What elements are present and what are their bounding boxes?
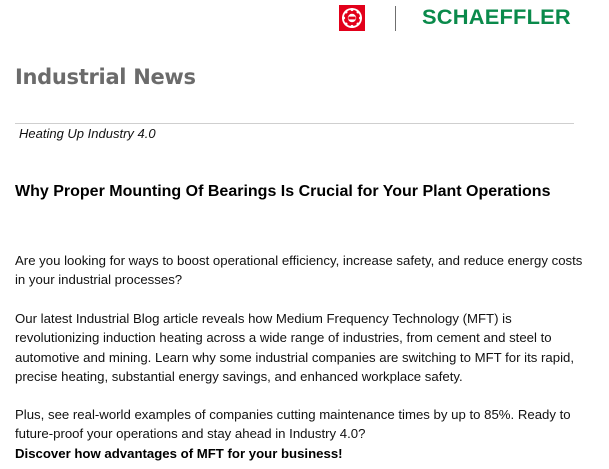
body-paragraph: Our latest Industrial Blog article reveals how Medium Frequency Technology (MFT) is revolutionizing induction heating across a wide range of industries, from cement and steel to automotive and mining. Learn why some industrial companies are switching to MFT for its rapid, precise heating, substantial energy savings, and enhanced workplace safety.	[15, 311, 575, 384]
fag-bearing-logo-icon	[339, 5, 365, 31]
section-title: Industrial News	[15, 65, 196, 89]
title-divider	[15, 123, 574, 124]
email-header	[0, 0, 609, 40]
intro-paragraph: Are you looking for ways to boost operational efficiency, increase safety, and reduce energy costs in your industrial processes?	[15, 253, 583, 288]
closing-paragraph: Plus, see real-world examples of companies cutting maintenance times by up to 85%. Ready to future-proof your operations and stay ahead in Industry 4.0?	[15, 407, 571, 442]
schaeffler-wordmark[interactable]: SCHAEFFLER	[422, 6, 571, 29]
tagline: Heating Up Industry 4.0	[19, 126, 156, 141]
cta-link[interactable]: Discover how advantages of MFT for your business!	[15, 446, 343, 461]
brand-divider	[395, 6, 396, 31]
article-headline: Why Proper Mounting Of Bearings Is Crucial for Your Plant Operations	[15, 183, 551, 200]
